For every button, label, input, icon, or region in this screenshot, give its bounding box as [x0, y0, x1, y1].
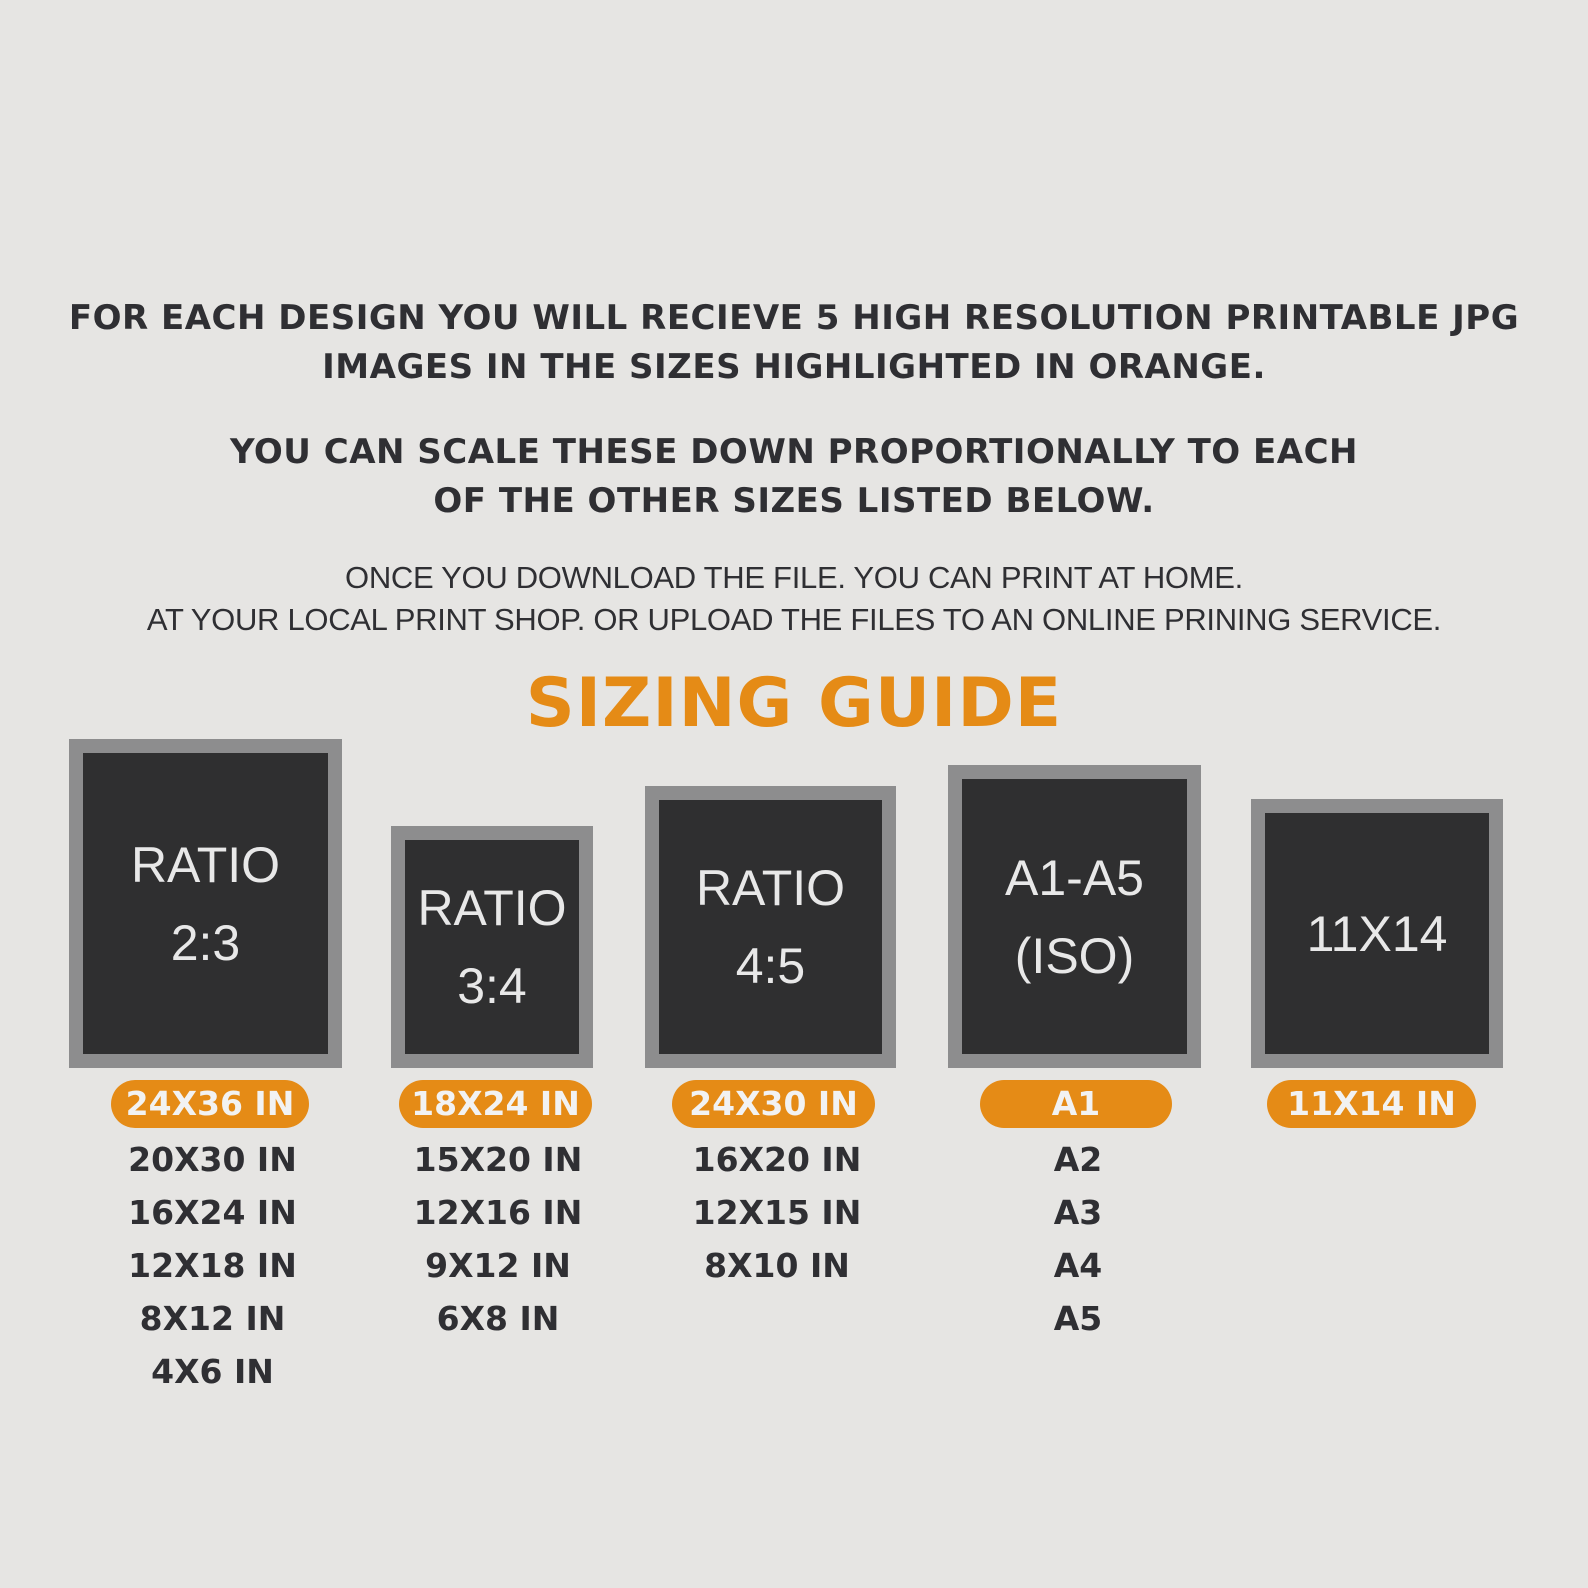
frame-iso-a-series-panel [962, 779, 1187, 1054]
size-item: 6X8 IN [436, 1299, 560, 1338]
frame-iso-a-series [948, 765, 1201, 1068]
size-item: 8X10 IN [704, 1246, 850, 1285]
highlight-size-badge: 24X36 IN [111, 1080, 309, 1128]
size-item: A3 [1053, 1193, 1103, 1232]
size-item: 8X12 IN [139, 1299, 286, 1338]
frame-ratio-3-4 [391, 826, 593, 1068]
intro-line-1: FOR EACH DESIGN YOU WILL RECIEVE 5 HIGH RESOLUTION PRINTABLE JPG [68, 298, 1520, 338]
frame-label-line-2: 3:4 [457, 958, 527, 1014]
size-item: A5 [1053, 1299, 1103, 1338]
size-item: 12X15 IN [692, 1193, 862, 1232]
frame-ratio-3-4-panel [405, 840, 579, 1054]
frame-label-line-1: RATIO [695, 860, 846, 916]
size-item: 15X20 IN [413, 1140, 583, 1179]
intro-line-4: OF THE OTHER SIZES LISTED BELOW. [433, 481, 1155, 521]
intro-line-2: IMAGES IN THE SIZES HIGHLIGHTED IN ORANGE. [322, 347, 1266, 387]
frame-ratio-4-5 [645, 786, 896, 1068]
highlight-size-badge: 18X24 IN [399, 1080, 592, 1128]
download-note [0, 557, 1588, 641]
frame-ratio-2-3-panel [83, 753, 328, 1054]
size-item: 16X20 IN [692, 1140, 862, 1179]
size-item: 12X16 IN [413, 1193, 583, 1232]
size-item: 20X30 IN [128, 1140, 297, 1179]
frame-11x14-panel [1265, 813, 1489, 1054]
highlight-size-badge: A1 [980, 1080, 1172, 1128]
size-list-ratio-4-5 [660, 1133, 894, 1292]
frame-label-line-2: (ISO) [1014, 927, 1135, 984]
frame-label-line-2: 4:5 [735, 938, 806, 994]
size-item: A4 [1053, 1246, 1103, 1285]
sizing-guide-title: SIZING GUIDE [525, 664, 1063, 743]
frame-ratio-4-5-panel [659, 800, 882, 1054]
note-line-2: AT YOUR LOCAL PRINT SHOP. OR UPLOAD THE FILES TO AN ONLINE PRINING SERVICE. [146, 602, 1442, 637]
size-list-ratio-3-4 [391, 1133, 605, 1345]
frame-label-line-1: A1-A5 [1005, 849, 1144, 906]
intro-paragraph-2 [0, 428, 1588, 526]
intro-paragraph-1 [0, 294, 1588, 392]
size-list-ratio-2-3 [69, 1133, 356, 1398]
size-item: A2 [1053, 1140, 1103, 1179]
note-line-1: ONCE YOU DOWNLOAD THE FILE. YOU CAN PRINT AT HOME. [345, 560, 1243, 595]
size-item: 16X24 IN [128, 1193, 297, 1232]
highlight-size-badge: 11X14 IN [1267, 1080, 1476, 1128]
frame-label-line-2: 2:3 [170, 914, 241, 971]
intro-line-3: YOU CAN SCALE THESE DOWN PROPORTIONALLY TO EACH [229, 432, 1358, 472]
size-item: 12X18 IN [128, 1246, 297, 1285]
frame-label-line-1: RATIO [130, 836, 281, 893]
frame-label-line-1: RATIO [417, 880, 567, 936]
size-item: 4X6 IN [151, 1352, 274, 1391]
size-list-iso-a-series [1000, 1133, 1156, 1345]
size-item: 9X12 IN [425, 1246, 571, 1285]
frame-11x14 [1251, 799, 1503, 1068]
frame-label-line-1: 11X14 [1306, 905, 1448, 962]
frame-ratio-2-3 [69, 739, 342, 1068]
highlight-size-badge: 24X30 IN [672, 1080, 875, 1128]
